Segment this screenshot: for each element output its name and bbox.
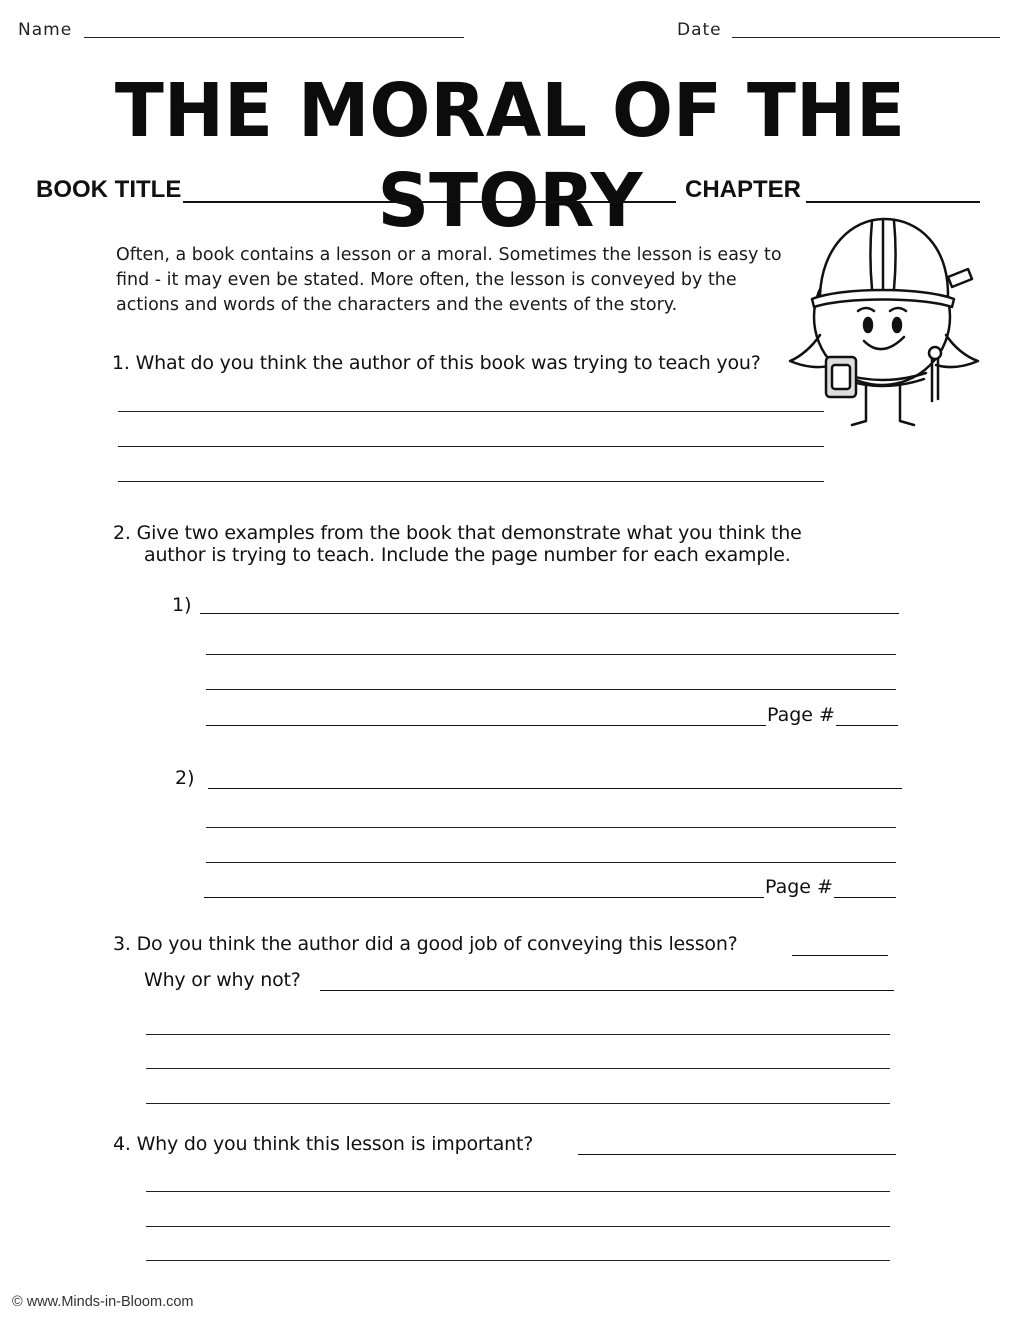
example-2-label: 2) bbox=[175, 767, 195, 789]
answer-line[interactable] bbox=[206, 862, 896, 863]
chapter-label: CHAPTER bbox=[685, 176, 802, 203]
page-title: THE MORAL OF THE STORY bbox=[114, 68, 906, 244]
book-title-line[interactable] bbox=[183, 201, 676, 203]
answer-line[interactable] bbox=[118, 481, 824, 482]
answer-line[interactable] bbox=[146, 1191, 890, 1192]
question-1: 1. What do you think the author of this book was trying to teach you? bbox=[112, 352, 761, 374]
question-3-line-2: Why or why not? bbox=[144, 969, 301, 991]
answer-line[interactable] bbox=[118, 446, 824, 447]
question-3-line-1: 3. Do you think the author did a good job of conveying this lesson? bbox=[113, 933, 738, 955]
name-line[interactable] bbox=[84, 37, 464, 38]
answer-line[interactable] bbox=[146, 1260, 890, 1261]
answer-line[interactable] bbox=[118, 411, 824, 412]
answer-line[interactable] bbox=[578, 1154, 896, 1155]
answer-line[interactable] bbox=[206, 827, 896, 828]
intro-paragraph: Often, a book contains a lesson or a moral. Sometimes the lesson is easy to find - it may even be stated. More often, the lesson is conveyed by the actions and words of the characters and the events of the story. bbox=[116, 245, 782, 315]
chapter-line[interactable] bbox=[806, 201, 980, 203]
answer-line[interactable] bbox=[146, 1103, 890, 1104]
answer-line[interactable] bbox=[792, 955, 888, 956]
answer-line[interactable] bbox=[200, 613, 899, 614]
answer-line[interactable] bbox=[146, 1034, 890, 1035]
answer-line[interactable] bbox=[206, 689, 896, 690]
hard-hat-character-icon bbox=[782, 207, 992, 433]
page-number-line[interactable] bbox=[836, 725, 898, 726]
date-line[interactable] bbox=[732, 37, 1000, 38]
page-number-label: Page # bbox=[765, 876, 833, 898]
name-label: Name bbox=[18, 20, 73, 40]
copyright-footer: © www.Minds-in-Bloom.com bbox=[12, 1294, 194, 1310]
example-1-label: 1) bbox=[172, 594, 192, 616]
answer-line[interactable] bbox=[208, 788, 902, 789]
date-label: Date bbox=[677, 20, 722, 40]
answer-line[interactable] bbox=[206, 654, 896, 655]
answer-line[interactable] bbox=[146, 1068, 890, 1069]
book-title-label: BOOK TITLE bbox=[36, 176, 182, 203]
question-4: 4. Why do you think this lesson is important? bbox=[113, 1133, 534, 1155]
question-2-line-2: author is trying to teach. Include the page number for each example. bbox=[144, 544, 791, 566]
question-2-line-1: 2. Give two examples from the book that demonstrate what you think the bbox=[113, 522, 802, 544]
answer-line[interactable] bbox=[320, 990, 894, 991]
page-number-label: Page # bbox=[767, 704, 835, 726]
page-number-line[interactable] bbox=[834, 897, 896, 898]
answer-line[interactable] bbox=[146, 1226, 890, 1227]
answer-line[interactable] bbox=[206, 725, 766, 726]
answer-line[interactable] bbox=[204, 897, 764, 898]
